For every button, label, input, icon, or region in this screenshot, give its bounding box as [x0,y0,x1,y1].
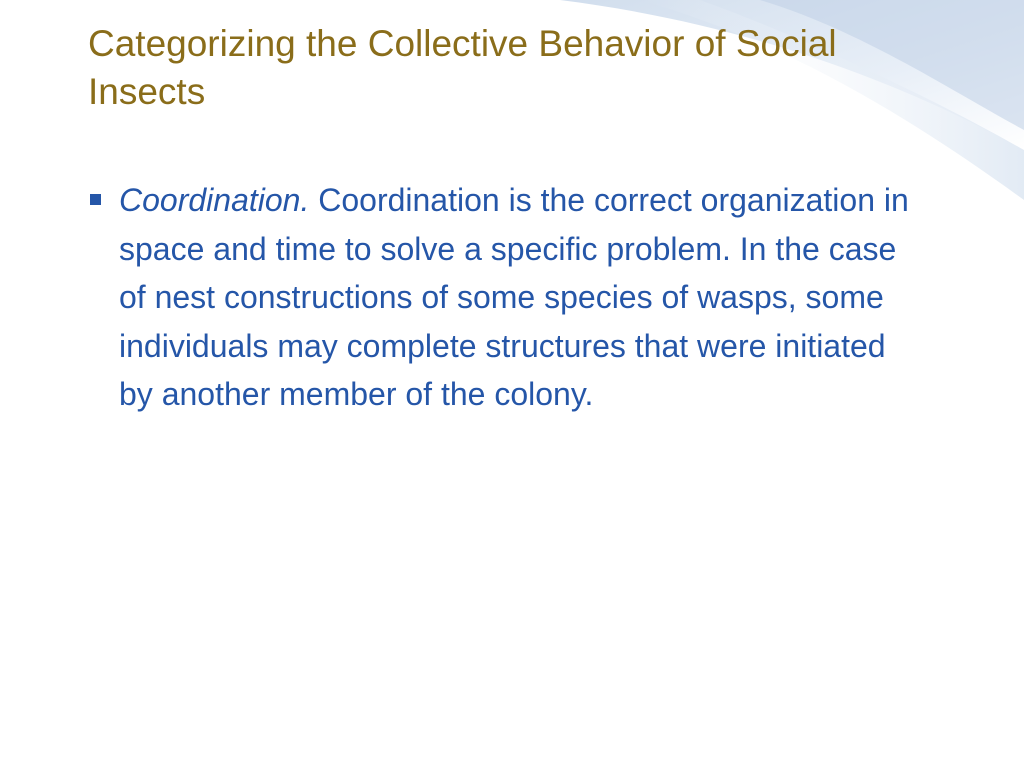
bullet-text: Coordination is the correct organization in space and time to solve a specific problem. In the case of nest constructions of some species of wasps, some individuals may complete structures that were initiated by another member of the colony. [119,182,909,412]
slide-title: Categorizing the Collective Behavior of Social Insects [88,23,837,112]
square-bullet-icon [90,194,101,205]
bullet-lead-term: Coordination. [119,182,310,218]
bullet-list [88,176,918,419]
bullet-item [88,176,918,419]
